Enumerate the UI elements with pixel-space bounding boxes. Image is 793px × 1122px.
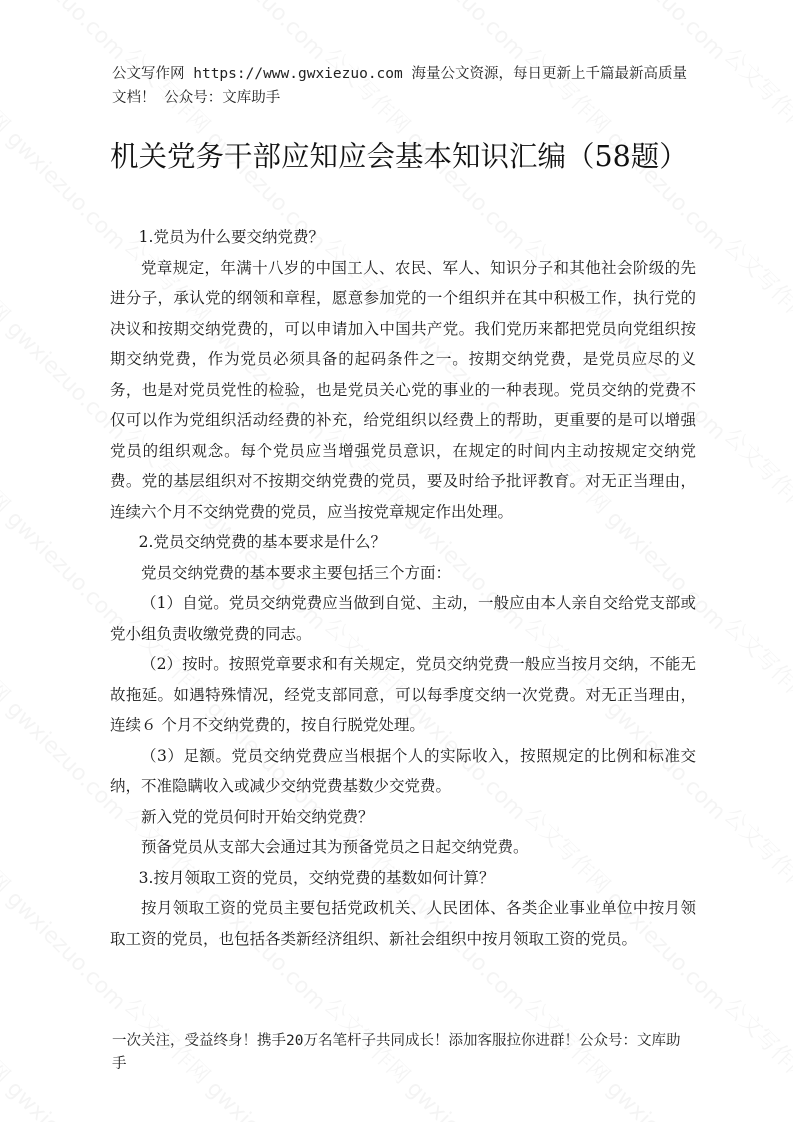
- footer-promo-note: 一次关注，受益终身！携手20万名笔杆子共同成长！添加客服拉你进群！公众号：文库助手: [112, 1033, 681, 1072]
- watermark-text: [718, 420, 793, 636]
- watermark-text: [0, 0, 134, 66]
- document-title: 机关党务干部应知应会基本知识汇编（58题）: [110, 140, 688, 173]
- watermark-text: [118, 0, 334, 66]
- list-item-full-amount: （3）足额。党员交纳党费应当根据个人的实际收入，按照规定的比例和标准交纳，不准隐瞒收入或减少交纳党费基数少交党费。: [110, 746, 696, 795]
- sub-question-heading: 新入党的党员何时开始交纳党费？: [141, 807, 374, 826]
- watermark-text: [718, 800, 793, 1016]
- watermark-text: [718, 40, 793, 256]
- watermark-text: [318, 0, 534, 66]
- list-item-self-conscious: （1）自觉。党员交纳党费应当做到自觉、主动，一般应由本人亲自交给党支部或党小组负责收缴党费的同志。: [110, 594, 696, 643]
- question-heading-1: 1.党员为什么要交纳党费？: [138, 228, 324, 246]
- header-promo-note: 公文写作网 https://www.gwxiezuo.com 海量公文资源，每日更新上千篇最新高质量文档！ 公众号：文库助手: [112, 66, 687, 106]
- body-paragraph: 预备党员从支部大会通过其为预备党员之日起交纳党费。: [141, 838, 529, 856]
- watermark-text: [718, 230, 793, 446]
- list-item-on-time: （2）按时。按照党章要求和有关规定，党员交纳党费一般应当按月交纳，不能无故拖延。如遇特殊情况，经党支部同意，可以每季度交纳一次党费。对无正当理由，连续６ 个月不交纳党费的，按自行脱党处理。: [110, 655, 696, 734]
- question-heading-3: 3.按月领取工资的党员，交纳党费的基数如何计算？: [138, 868, 495, 887]
- watermark-text: [718, 0, 793, 66]
- body-paragraph: 党章规定，年满十八岁的中国工人、农民、军人、知识分子和其他社会阶级的先进分子，承认党的纲领和章程，愿意参加党的一个组织并在其中积极工作，执行党的决议和按期交纳党费的，可以申请加入中国共产党。我们党历来都把党员向党组织按期交纳党费，作为党员必须具备的起码条件之一。按期交纳党费，是党员应尽的义务，也是对党员党性的检验，也是党员关心党的事业的一种表现。党员交纳的党费不仅可以作为党组织活动经费的补充，给党组织以经费上的帮助，更重要的是可以增强党员的组织观念。每个党员应当增强党员意识，在规定的时间内主动按规定交纳党费。党的基层组织对不按期交纳党费的党员，要及时给予批评教育。对无正当理由，连续六个月不交纳党费的党员，应当按党章规定作出处理。: [110, 258, 696, 521]
- watermark-text: [718, 990, 793, 1122]
- body-paragraph: 党员交纳党费的基本要求主要包括三个方面：: [141, 563, 452, 582]
- body-paragraph: 按月领取工资的党员主要包括党政机关、人民团体、各类企业事业单位中按月领取工资的党员，也包括各类新经济组织、新社会组织中按月领取工资的党员。: [110, 899, 696, 948]
- watermark-text: [718, 610, 793, 826]
- watermark-text: [518, 0, 734, 66]
- document-body: [110, 222, 696, 954]
- question-heading-2: 2.党员交纳党费的基本要求是什么？: [138, 533, 386, 551]
